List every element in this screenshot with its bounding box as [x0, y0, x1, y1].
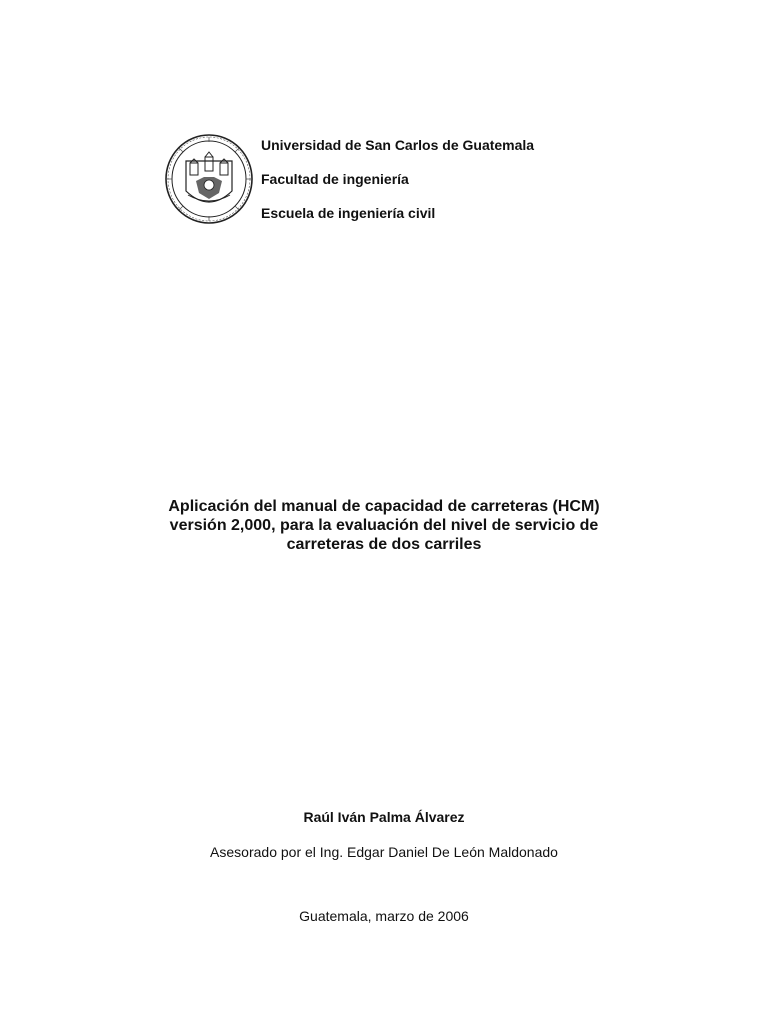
faculty-name: Facultad de ingeniería	[261, 171, 409, 187]
university-name: Universidad de San Carlos de Guatemala	[261, 137, 535, 153]
thesis-title-line-3: carreteras de dos carriles	[286, 536, 482, 553]
place-date: Guatemala, marzo de 2006	[299, 908, 469, 924]
university-seal-icon	[164, 133, 254, 225]
advisor-line: Asesorado por el Ing. Edgar Daniel De León Maldonado	[210, 844, 558, 860]
thesis-title-line-1: Aplicación del manual de capacidad de carreteras (HCM)	[168, 498, 600, 515]
author-name: Raúl Iván Palma Álvarez	[303, 809, 465, 825]
thesis-title-line-2: versión 2,000, para la evaluación del nivel de servicio de	[169, 517, 599, 534]
thesis-title	[84, 497, 684, 554]
school-name: Escuela de ingeniería civil	[261, 205, 436, 221]
